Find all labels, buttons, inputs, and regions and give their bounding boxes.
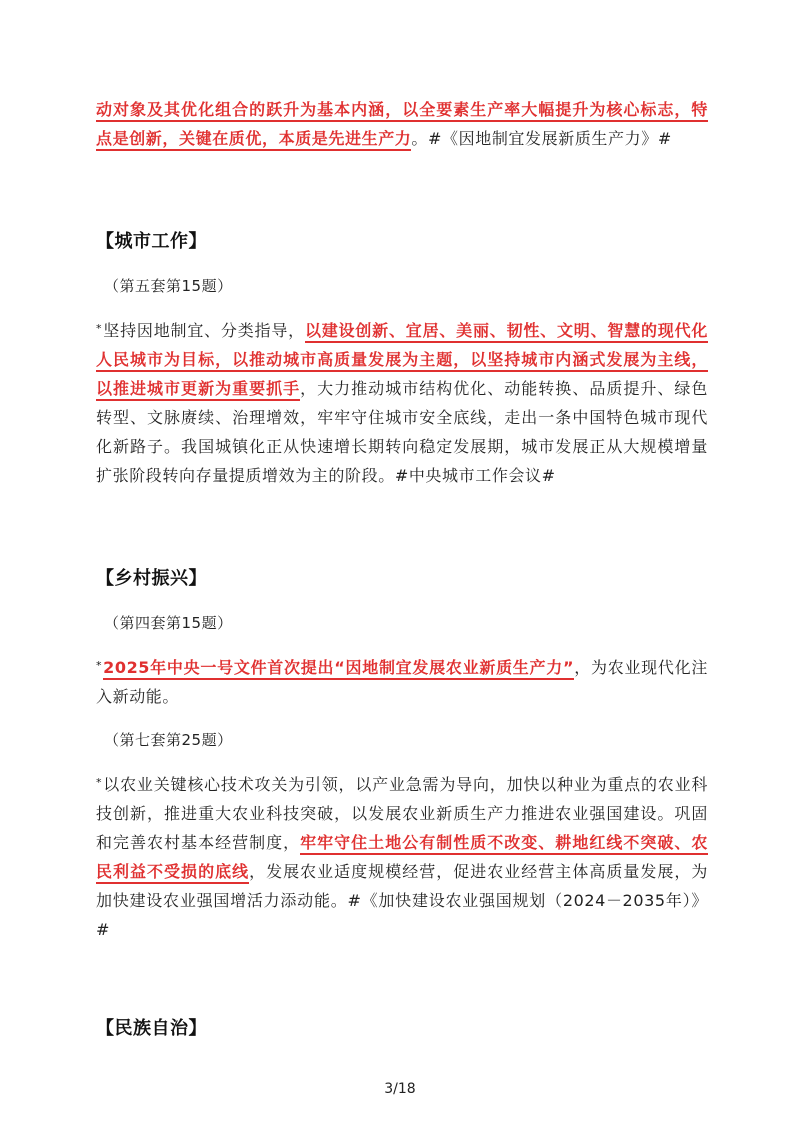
asterisk-marker: *: [96, 776, 103, 789]
source-tag: 。#《因地制宜发展新质生产力》#: [411, 129, 672, 148]
rural-paragraph-2: [96, 768, 708, 944]
question-reference: （第七套第25题）: [104, 731, 233, 749]
highlighted-text: 2025年中央一号文件首次提出“因地制宜发展农业新质生产力”: [103, 658, 574, 680]
question-reference: （第五套第15题）: [104, 277, 233, 295]
asterisk-marker: *: [96, 659, 103, 672]
plain-text: 以农业关键核心技术攻关为引领，以产业急需为导向，加快以种业为重点的农业科技创新，推进重大农业科技突破，以发展农业新质生产力推进农业强国建设。巩固和完善农村基本经营制度，: [96, 775, 708, 852]
section-heading-city: 【城市工作】: [96, 231, 207, 252]
city-paragraph: [96, 314, 708, 490]
highlighted-text: 以建设创新、宜居、美丽、韧性、文明、智慧的现代化人民城市为目标，以推动城市高质量发展为主题，以坚持城市内涵式发展为主线，以推进城市更新为重要抓手: [96, 321, 708, 401]
highlighted-text: 动对象及其优化组合的跃升为基本内涵，以全要素生产率大幅提升为核心标志，特点是创新，关键在质优，本质是先进生产力: [96, 100, 708, 151]
plain-text: ，发展农业适度规模经营，促进农业经营主体高质量发展，为加快建设农业强国增活力添动能。: [96, 862, 709, 910]
section-heading-ethnic: 【民族自治】: [96, 1018, 207, 1039]
asterisk-marker: *: [96, 322, 103, 335]
plain-text: ，为农业现代化注入新动能。: [96, 658, 708, 706]
question-reference: （第四套第15题）: [104, 614, 233, 632]
plain-text: 坚持因地制宜、分类指导，: [103, 321, 305, 340]
section-heading-rural: 【乡村振兴】: [96, 568, 207, 589]
rural-paragraph-1: [96, 651, 708, 711]
top-paragraph: [96, 95, 708, 153]
page-number: 3/18: [384, 1081, 416, 1097]
source-tag: #中央城市工作会议#: [394, 466, 556, 485]
plain-text: ，大力推动城市结构优化、动能转换、品质提升、绿色转型、文脉赓续、治理增效，牢牢守住城市安全底线，走出一条中国特色城市现代化新路子。我国城镇化正从快速增长期转向稳定发展期，城市发展正从大规模增量扩张阶段转向存量提质增效为主的阶段。: [96, 379, 708, 485]
source-tag: #《加快建设农业强国规划（2024－2035年）》#: [96, 891, 708, 939]
highlighted-text: 牢牢守住土地公有制性质不改变、耕地红线不突破、农民利益不受损的底线: [96, 833, 708, 884]
document-page: [96, 95, 708, 1040]
